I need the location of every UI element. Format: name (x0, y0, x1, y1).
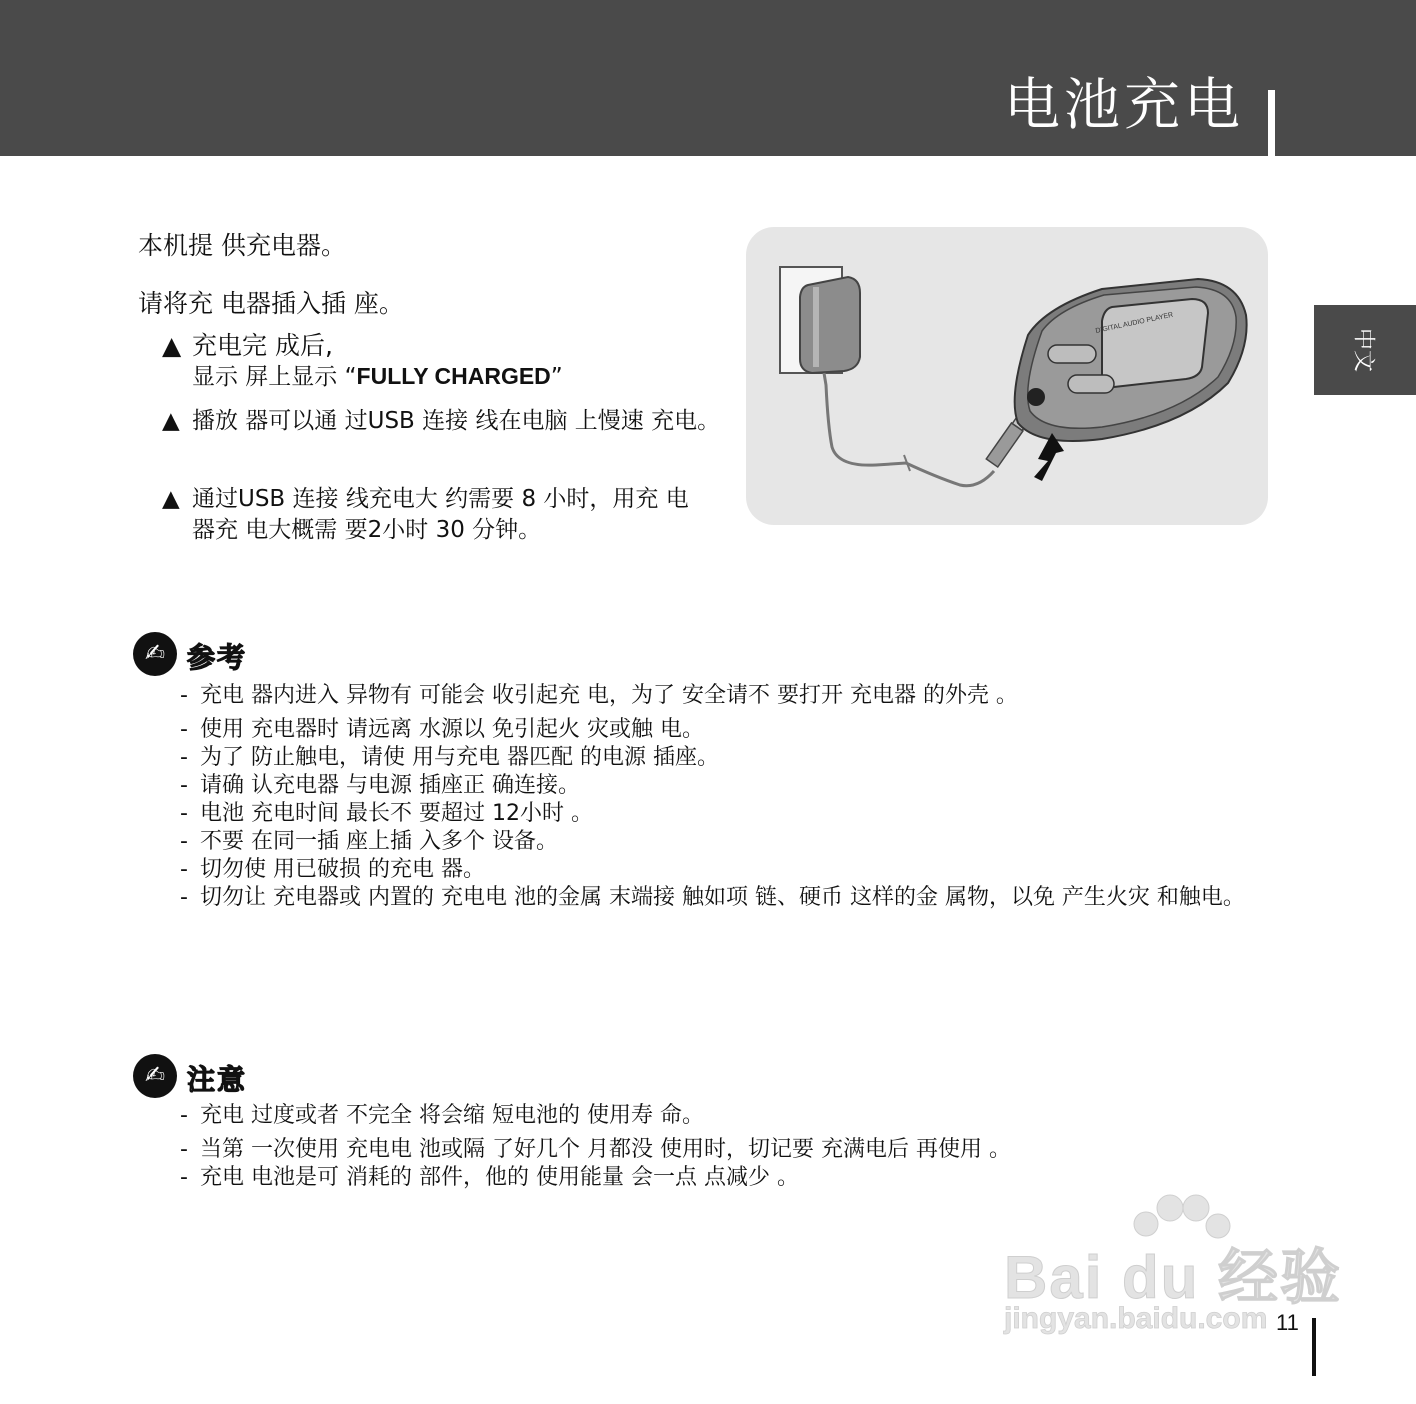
list-item: - 不要 在同一插 座上插 入多个 设备。 (180, 829, 558, 854)
bullet-usb-charge: ▲ 播放 器可以通 过USB 连接 线在电脑 上慢速 充电。 (162, 406, 720, 437)
language-tab[interactable] (1314, 305, 1416, 395)
page-number-bar (1312, 1318, 1316, 1376)
caution-title: 注意 (187, 1063, 248, 1096)
page-title: 电池充电 (1004, 73, 1244, 138)
list-item: - 电池 充电时间 最长不 要超过 12小时 。 (180, 801, 593, 826)
pen-note-icon: ✍ (133, 1054, 177, 1098)
charger-illustration (746, 227, 1268, 525)
triangle-bullet-icon: ▲ (162, 408, 180, 434)
list-item: - 为了 防止触电，请使 用与充电 器匹配 的电源 插座。 (180, 745, 719, 770)
list-item: - 请确 认充电器 与电源 插座正 确连接。 (180, 773, 580, 798)
bullet-fully-charged: ▲ 充电完 成后, 显示 屏上显示 “FULLY CHARGED” (162, 331, 563, 390)
triangle-bullet-icon: ▲ (162, 486, 180, 512)
list-item: - 切勿使 用已破损 的充电 器。 (180, 857, 485, 882)
intro-line-1: 本机提 供充电器。 (138, 231, 346, 260)
list-item: - 当第 一次使用 充电电 池或隔 了好几个 月都没 使用时，切记要 充满电后 再使用 。 (180, 1137, 1011, 1162)
caution-list (180, 1102, 1011, 1192)
reference-list (180, 682, 1245, 912)
intro-line-2: 请将充 电器插入插 座。 (138, 289, 404, 318)
page-header (0, 0, 1416, 156)
reference-title: 参考 (187, 641, 248, 674)
list-item: - 充电 过度或者 不完全 将会缩 短电池的 使用寿 命。 (180, 1103, 704, 1128)
triangle-bullet-icon: ▲ (162, 331, 182, 360)
language-tab-label: 中文 (1350, 327, 1376, 373)
bullet-charge-time: ▲ 通过USB 连接 线充电大 约需要 8 小时，用充 电 器充 电大概需 要2小时 30 分钟。 (162, 486, 689, 543)
list-item: - 充电 器内进入 异物有 可能会 收引起充 电，为了 安全请不 要打开 充电器 的外壳 。 (180, 683, 1018, 708)
list-item: - 使用 充电器时 请远离 水源以 免引起火 灾或触 电。 (180, 717, 704, 742)
charger-device-drawing (746, 227, 1268, 525)
title-divider (1268, 90, 1275, 156)
pen-note-icon: ✍ (133, 632, 177, 676)
device-label: DIGITAL AUDIO PLAYER (1094, 311, 1174, 335)
page-number: 11 (1276, 1310, 1299, 1335)
watermark-url: jingyan.baidu.com (1004, 1302, 1268, 1335)
list-item: - 充电 电池是可 消耗的 部件，他的 使用能量 会一点 点减少 。 (180, 1165, 799, 1190)
list-item: - 切勿让 充电器或 内置的 充电电 池的金属 末端接 触如项 链、硬币 这样的金 属物，以免 产生火灾 和触电。 (180, 885, 1245, 910)
watermark-text: Bai du 经验 (1004, 1244, 1343, 1311)
